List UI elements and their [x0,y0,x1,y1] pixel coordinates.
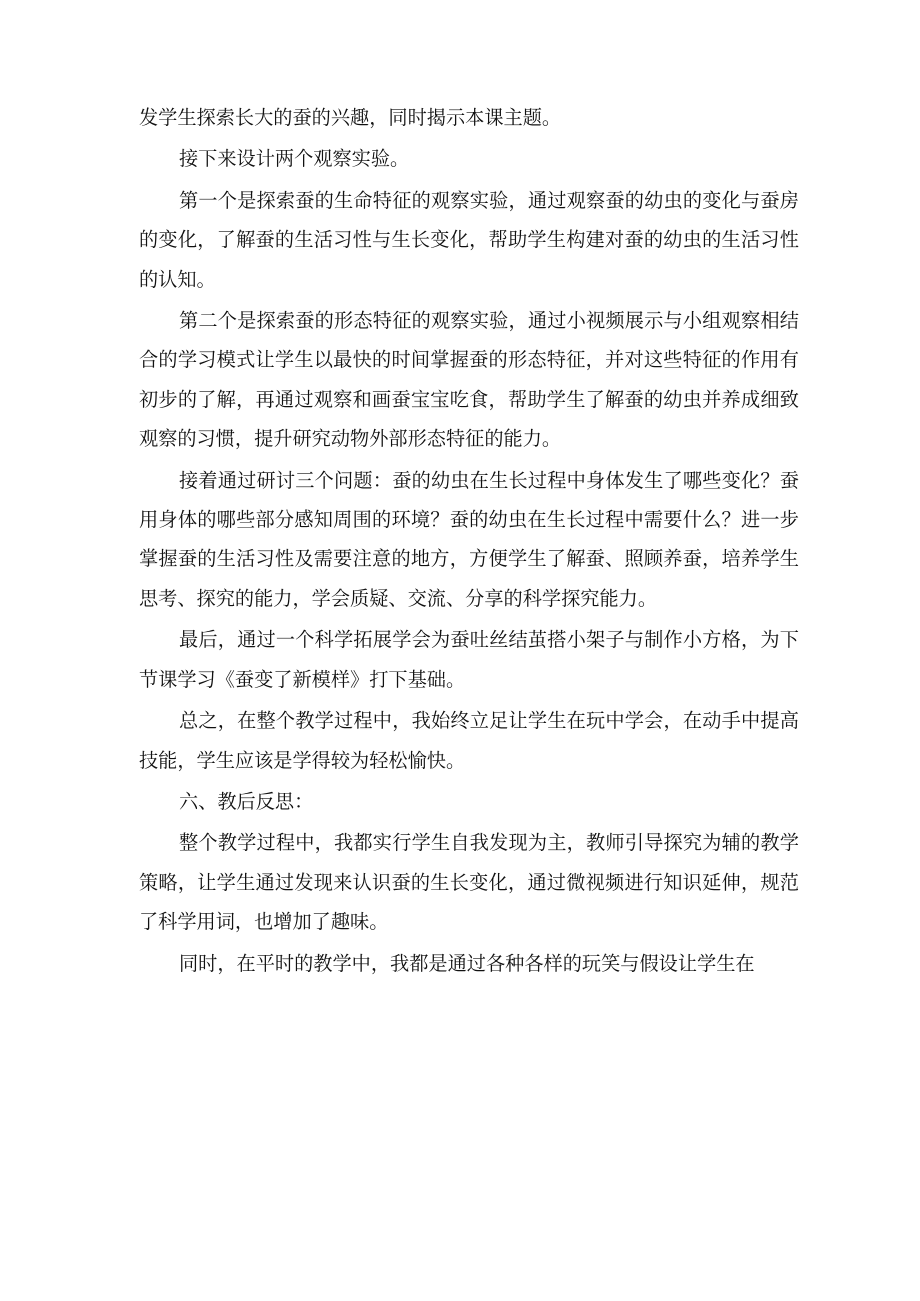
document-body [139,98,799,985]
paragraph-second-experiment: 第二个是探索蚕的形态特征的观察实验，通过小视频展示与小组观察相结合的学习模式让学生以最快的时间掌握蚕的形态特征，并对这些特征的作用有初步的了解，再通过观察和画蚕宝宝吃食，帮助学生了解蚕的幼虫并养成细致观察的习惯，提升研究动物外部形态特征的能力。 [139,309,799,451]
paragraph-three-questions: 接着通过研讨三个问题：蚕的幼虫在生长过程中身体发生了哪些变化？蚕用身体的哪些部分感知周围的环境？蚕的幼虫在生长过程中需要什么？进一步掌握蚕的生活习性及需要注意的地方，方便学生了解蚕、照顾养蚕，培养学生思考、探究的能力，学会质疑、交流、分享的科学探究能力。 [139,468,799,610]
section-heading-reflection: 六、教后反思： [179,789,314,813]
paragraph-finally: 最后，通过一个科学拓展学会为蚕吐丝结茧搭小架子与制作小方格，为下节课学习《蚕变了新模样》打下基础。 [139,628,799,691]
paragraph-reflection-strategy: 整个教学过程中，我都实行学生自我发现为主，教师引导探究为辅的教学策略，让学生通过发现来认识蚕的生长变化，通过微视频进行知识延伸，规范了科学用词，也增加了趣味。 [139,831,799,934]
paragraph-summary: 总之，在整个教学过程中，我始终立足让学生在玩中学会，在动手中提高技能，学生应该是学得较为轻松愉快。 [139,709,799,772]
paragraph-continuation: 发学生探索长大的蚕的兴趣，同时揭示本课主题。 [139,106,562,129]
paragraph-reflection-continued: 同时，在平时的教学中，我都是通过各种各样的玩笑与假设让学生在 [179,951,755,975]
paragraph-experiments-intro: 接下来设计两个观察实验。 [179,147,410,171]
paragraph-first-experiment: 第一个是探索蚕的生命特征的观察实验，通过观察蚕的幼虫的变化与蚕房的变化，了解蚕的生活习性与生长变化，帮助学生构建对蚕的幼虫的生活习性的认知。 [139,188,799,291]
